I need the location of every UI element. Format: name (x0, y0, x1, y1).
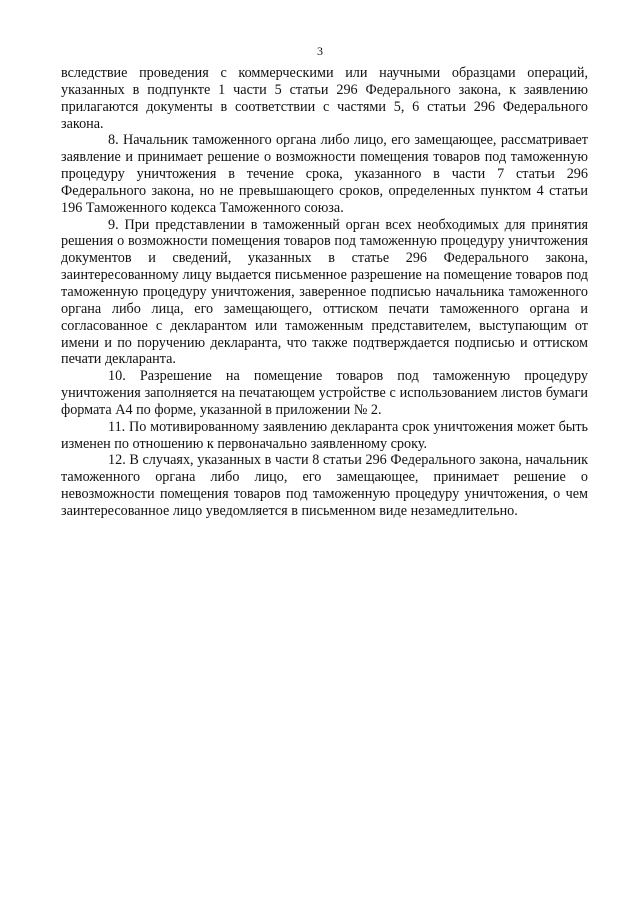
paragraph-item-10: 10. Разрешение на помещение товаров под таможенную процедуру уничтожения заполняется на печатающем устройстве с использованием листов бумаги формата А4 по форме, указанной в приложении № 2. (61, 368, 588, 418)
paragraph-item-12: 12. В случаях, указанных в части 8 статьи 296 Федерального закона, начальник таможенного органа либо лицо, его замещающее, принимает решение о невозможности помещения товаров под таможенную процедуру уничтожения, о чем заинтересованное лицо уведомляется в письменном виде незамедлительно. (61, 452, 588, 519)
paragraph-item-8: 8. Начальник таможенного органа либо лицо, его замещающее, рассматривает заявление и принимает решение о возможности помещения товаров под таможенную процедуру уничтожения в течение срока, указанного в части 7 статьи 296 Федерального закона, но не превышающего сроков, определенных пунктом 4 статьи 196 Таможенного кодекса Таможенного союза. (61, 132, 588, 216)
paragraph-continuation: вследствие проведения с коммерческими или научными образцами операций, указанных в подпункте 1 части 5 статьи 296 Федерального закона, к заявлению прилагаются документы в соответствии с частями 5, 6 статьи 296 Федерального закона. (61, 65, 588, 132)
paragraph-item-9: 9. При представлении в таможенный орган всех необходимых для принятия решения о возможности помещения товаров под таможенную процедуру уничтожения документов и сведений, указанных в статье 296 Федерального закона, заинтересованному лицу выдается письменное разрешение на помещение товаров под таможенную процедуру уничтожения, заверенное подписью начальника таможенного органа либо лица, его замещающего, оттиском печати таможенного органа и согласованное с декларантом или таможенным представителем, выступающим от имени и по поручению декларанта, что также подтверждается подписью и оттиском печати декларанта. (61, 216, 588, 368)
page-number: 3 (317, 44, 323, 58)
paragraph-item-11: 11. По мотивированному заявлению декларанта срок уничтожения может быть изменен по отношению к первоначально заявленному сроку. (61, 418, 588, 452)
document-body (61, 65, 588, 520)
